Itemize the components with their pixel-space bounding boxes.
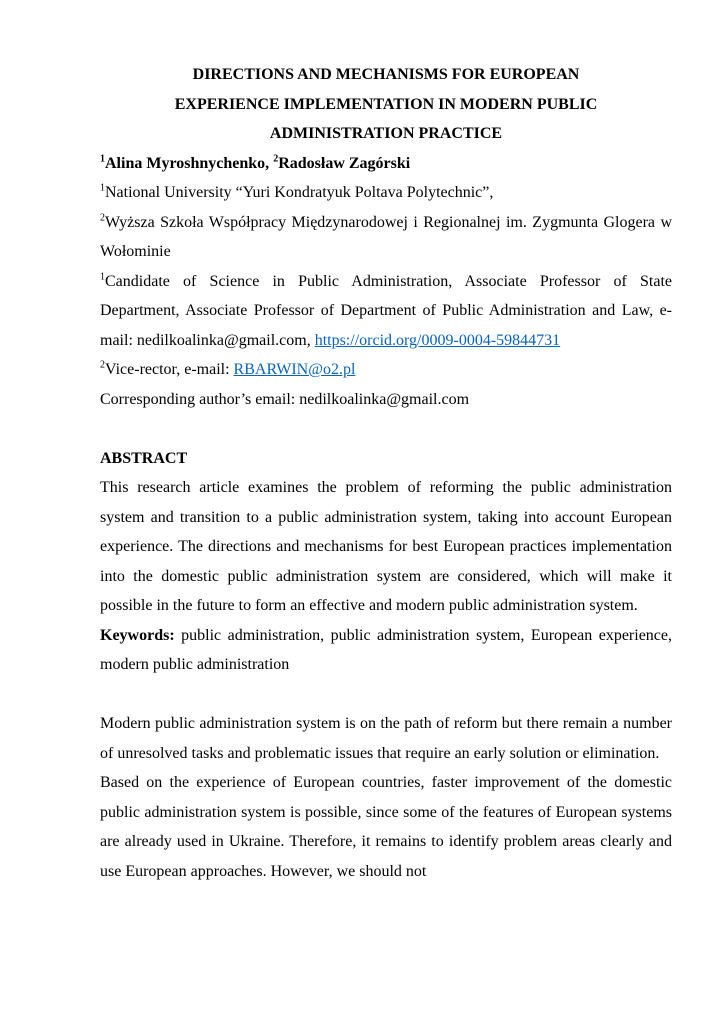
- blank-line: [100, 414, 672, 444]
- author-1-bio-superscript: 1: [100, 271, 105, 283]
- abstract-body: This research article examines the problem of reforming the public administration system and transition to a public administration system, taking into account European experience. The directions and mechanisms for best European practices implementation into the domestic public administration system are considered, which will make it possible in the future to form an effective and modern public administration system.: [100, 479, 672, 614]
- corresponding-author-line: Corresponding author’s email: nedilkoalinka@gmail.com: [100, 390, 470, 408]
- affiliation-2-text: Wyższa Szkoła Współpracy Międzynarodowej i Regionalnej im. Zygmunta Glogera w Wołominie: [100, 213, 672, 260]
- authors-line: [100, 149, 672, 179]
- affiliation-1-superscript: 1: [100, 182, 105, 194]
- body-paragraph-2: Based on the experience of European countries, faster improvement of the domestic public administration system is possible, since some of the features of European systems are already used in Ukraine. Therefore, it remains to identify problem areas clearly and use European approaches. However, we should not: [100, 774, 672, 880]
- paper-title-line-2: EXPERIENCE IMPLEMENTATION IN MODERN PUBLIC: [174, 95, 598, 113]
- paper-title-line-3: ADMINISTRATION PRACTICE: [269, 125, 503, 142]
- author-2-superscript: 2: [273, 153, 279, 165]
- vice-rector-email-link[interactable]: RBARWIN@o2.pl: [233, 361, 356, 378]
- keywords-line: [100, 621, 672, 680]
- abstract-heading: ABSTRACT: [100, 449, 188, 467]
- author-2-bio-superscript: 2: [100, 359, 105, 371]
- affiliation-2-superscript: 2: [100, 212, 105, 224]
- author-1-bio-text: Candidate of Science in Public Administration, Associate Professor of State Department, Associate Professor of Department of Public Administration and Law, e-mail: nedilkoalinka@gmail.com,: [100, 272, 672, 349]
- affiliation-2: [100, 208, 672, 267]
- author-2-bio-text: Vice-rector, e-mail:: [105, 361, 234, 378]
- author-1-name: Alina Myroshnychenko,: [105, 154, 274, 172]
- orcid-link[interactable]: https://orcid.org/0009-0004-59844731: [314, 331, 561, 349]
- body-paragraph-1: Modern public administration system is on the path of reform but there remain a number of unresolved tasks and problematic issues that require an early solution or elimination.: [100, 715, 672, 762]
- author-2-bio: [100, 355, 672, 385]
- author-2-name: Radosław Zagórski: [278, 154, 411, 172]
- keywords-label: Keywords:: [100, 626, 175, 644]
- paper-title: [100, 60, 672, 149]
- paper-title-line-1: DIRECTIONS AND MECHANISMS FOR EUROPEAN: [192, 66, 580, 83]
- keywords-text: public administration, public administration system, European experience, modern public administration: [100, 626, 672, 673]
- author-1-superscript: 1: [100, 153, 105, 165]
- author-1-bio: [100, 267, 672, 356]
- affiliation-1: [100, 178, 672, 208]
- affiliation-1-text: National University “Yuri Kondratyuk Poltava Polytechnic”,: [105, 184, 494, 201]
- blank-line: [100, 680, 672, 710]
